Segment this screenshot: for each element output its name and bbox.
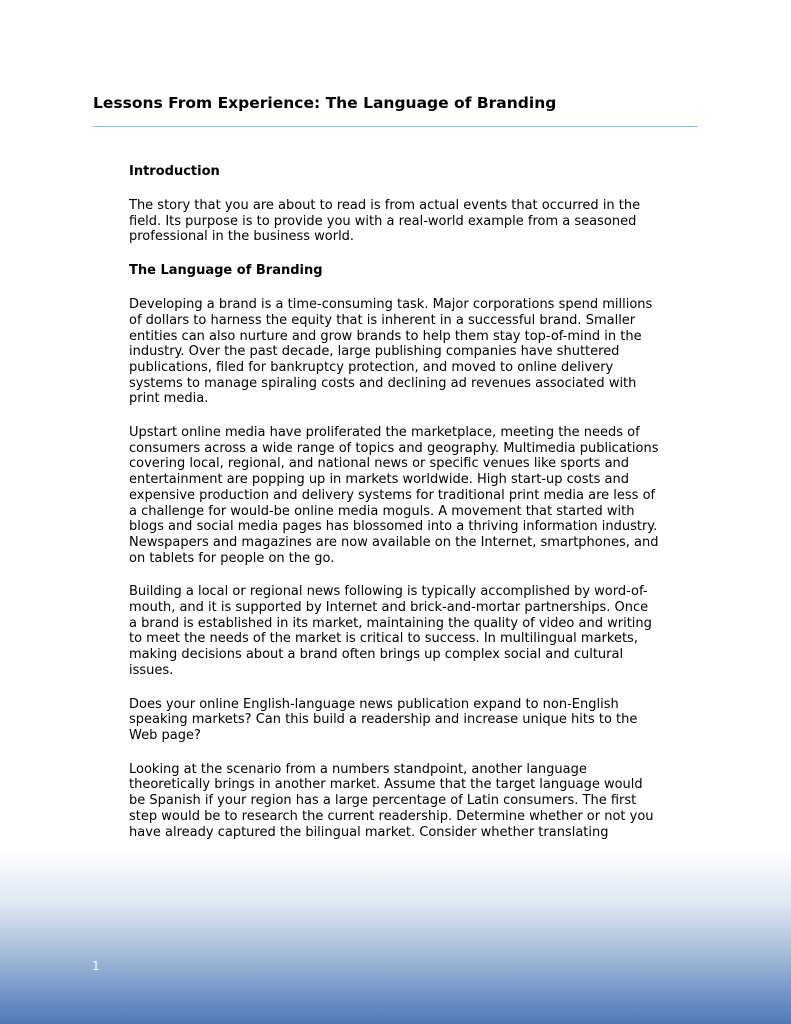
title-divider bbox=[93, 126, 698, 127]
document-title: Lessons From Experience: The Language of Branding bbox=[93, 94, 557, 112]
page-number: 1 bbox=[92, 959, 100, 973]
body-paragraph: Does your online English-language news publication expand to non-English speaking markets? Can this build a readership and increase unique hits to the Web page? bbox=[129, 696, 638, 743]
introduction-paragraph: The story that you are about to read is from actual events that occurred in the field. Its purpose is to provide you with a real-world example from a seasoned professional in the business world. bbox=[129, 198, 641, 245]
body-paragraph: Building a local or regional news following is typically accomplished by word-of-mouth, and it is supported by Internet and brick-and-mortar partnerships. Once a brand is established in its market, maintaining the quality of video and writing to meet the needs of the market is critical to success. In multilingual markets, making decisions about a brand often brings up complex social and cultural issues. bbox=[129, 584, 652, 678]
body-paragraph: Developing a brand is a time-consuming task. Major corporations spend millions of dollars to harness the equity that is inherent in a successful brand. Smaller entities can also nurture and grow brands to help them stay top-of-mind in the industry. Over the past decade, large publishing companies have shuttered publications, filed for bankruptcy protection, and moved to online delivery systems to manage spiraling costs and declining ad revenues associated with print media. bbox=[129, 297, 653, 407]
section-heading-language-of-branding: The Language of Branding bbox=[129, 263, 323, 279]
body-paragraph: Looking at the scenario from a numbers standpoint, another language theoretically brings in another market. Assume that the target language would be Spanish if your region has a large percentage of Latin consumers. The first step would be to research the current readership. Determine whether or not you have already captured the bilingual market. Consider whether translating bbox=[129, 761, 654, 840]
section-heading-introduction: Introduction bbox=[129, 164, 220, 179]
body-paragraph: Upstart online media have proliferated the marketplace, meeting the needs of consumers across a wide range of topics and geography. Multimedia publications covering local, regional, and national news or specific venues like sports and entertainment are popping up in markets worldwide. High start-up costs and expensive production and delivery systems for traditional print media are less of a challenge for would-be online media moguls. A movement that started with blogs and social media pages has blossomed into a thriving information industry. Newspapers and magazines are now available on the Internet, smartphones, and on tablets for people on the go. bbox=[129, 425, 659, 566]
document-body bbox=[129, 164, 659, 858]
